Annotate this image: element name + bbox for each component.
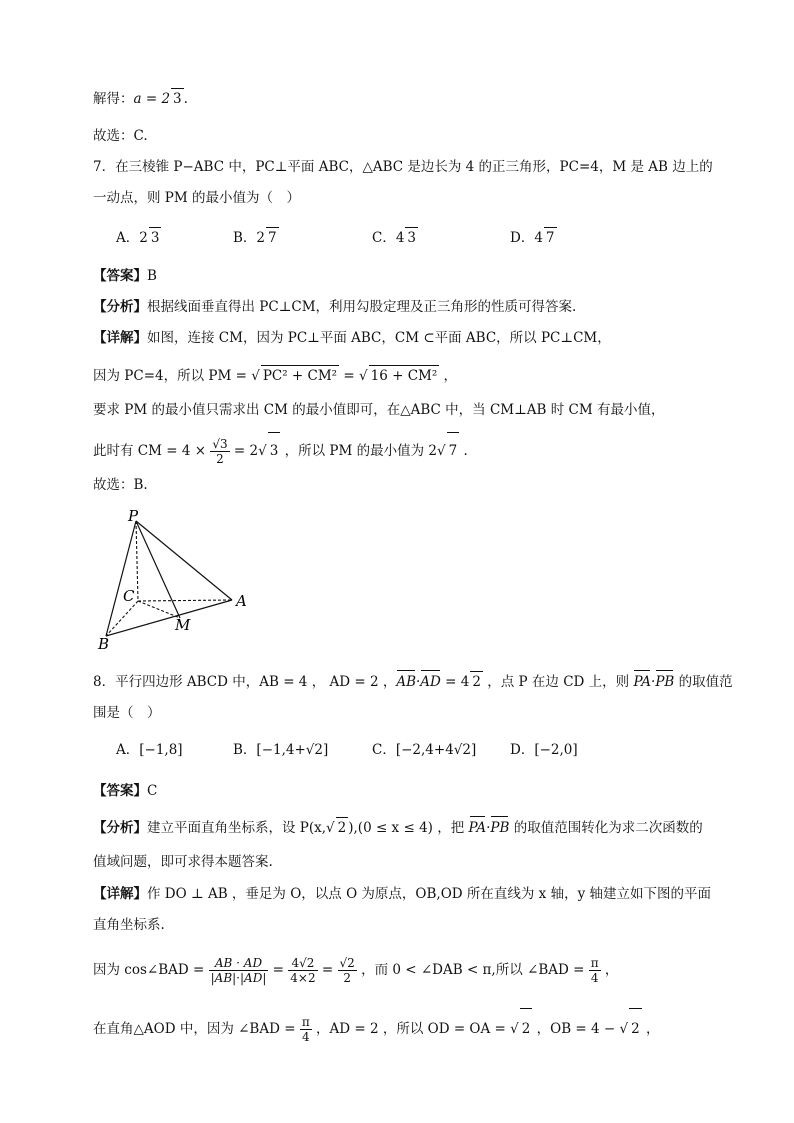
question-8-stem-cont: 围是（ ） bbox=[93, 705, 161, 721]
question-7-stem-cont: 一动点，则 PM 的最小值为（ ） bbox=[93, 190, 300, 206]
analysis-8: 【分析】建立平面直角坐标系，设 P(x,√ 2 ),(0 ≤ x ≤ 4) ，把 PA·PB 的取值范围转化为求二次函数的 bbox=[93, 817, 703, 838]
analysis-8-cont: 值域问题，即可求得本题答案. bbox=[93, 854, 273, 870]
option-a: A．[−1,8] bbox=[116, 742, 183, 758]
label-b: B bbox=[98, 635, 110, 653]
detail-7-line4: 此时有 CM = 4 × $\frac{√3}{2}$ = 2√ 3 ，所以 PM 的最小值为 2√ 7 . bbox=[93, 432, 468, 468]
detail-7-line2: 因为 PC=4，所以 PM = √ PC² + CM² = √ 16 + CM² ， bbox=[93, 365, 457, 386]
detail-7-line3: 要求 PM 的最小值只需求出 CM 的最小值即可，在△ABC 中，当 CM⊥AB 时 CM 有最小值， bbox=[93, 402, 665, 418]
answer-7: 【答案】B bbox=[93, 268, 157, 284]
answer-8: 【答案】C bbox=[93, 783, 158, 799]
label-c: C bbox=[123, 587, 135, 605]
edge-pc bbox=[136, 521, 138, 601]
detail-7-end: 故选：B. bbox=[93, 477, 148, 493]
option-c: C．[−2,4+4√2] bbox=[372, 742, 477, 758]
edge-pa bbox=[136, 521, 232, 600]
option-c: C．4 3 bbox=[372, 227, 418, 248]
detail-7: 【详解】如图，连接 CM，因为 PC⊥平面 ABC，CM ⊂平面 ABC，所以 PC⊥CM， bbox=[93, 330, 611, 346]
detail-8: 【详解】作 DO ⊥ AB ，垂足为 O，以点 O 为原点，OB,OD 所在直线为 x 轴，y 轴建立如下图的平面 bbox=[93, 886, 712, 902]
text-line: 故选：C. bbox=[93, 128, 148, 144]
text-line: 解得：a = 2 3 . bbox=[93, 88, 188, 109]
option-b: B．2 7 bbox=[233, 227, 279, 248]
label-p: P bbox=[128, 508, 139, 525]
detail-8-line4: 在直角△AOD 中，因为 ∠BAD = $\frac{\pi}{4}$ ，AD = 2 ，所以 OD = OA = √ 2 ，OB = 4 − √ 2 ， bbox=[93, 1008, 660, 1048]
edge-pb bbox=[106, 521, 136, 636]
question-7-stem: 7．在三棱锥 P−ABC 中，PC⊥平面 ABC，△ABC 是边长为 4 的正三角形，PC=4，M 是 AB 边上的 bbox=[93, 159, 713, 175]
detail-8-cont: 直角坐标系. bbox=[93, 917, 165, 933]
option-b: B．[−1,4+√2] bbox=[233, 742, 329, 758]
edge-ca bbox=[138, 600, 232, 601]
option-a: A．2 3 bbox=[116, 227, 161, 248]
question-8-stem: 8．平行四边形 ABCD 中，AB = 4 ， AD = 2 ，AB·AD = 4 2 ，点 P 在边 CD 上，则 PA·PB 的取值范 bbox=[93, 671, 733, 692]
detail-8-line3: 因为 cos∠BAD = $\frac{AB \cdot AD}{|AB|\cdot|AD|}$ = $\frac{4√2}{4\times 2}$ = $\frac{√2}{2}$ ，而 0 < ∠DAB < π,所以 ∠BAD = $\frac{\pi}{4}$ ， bbox=[93, 956, 619, 985]
edge-ba bbox=[106, 600, 232, 636]
label-m: M bbox=[175, 616, 191, 634]
option-d: D．4 7 bbox=[510, 227, 557, 248]
analysis-7: 【分析】根据线面垂直得出 PC⊥CM，利用勾股定理及正三角形的性质可得答案. bbox=[93, 299, 577, 315]
label-a: A bbox=[236, 592, 247, 610]
option-d: D．[−2,0] bbox=[510, 742, 578, 758]
tetrahedron-figure bbox=[95, 508, 265, 653]
